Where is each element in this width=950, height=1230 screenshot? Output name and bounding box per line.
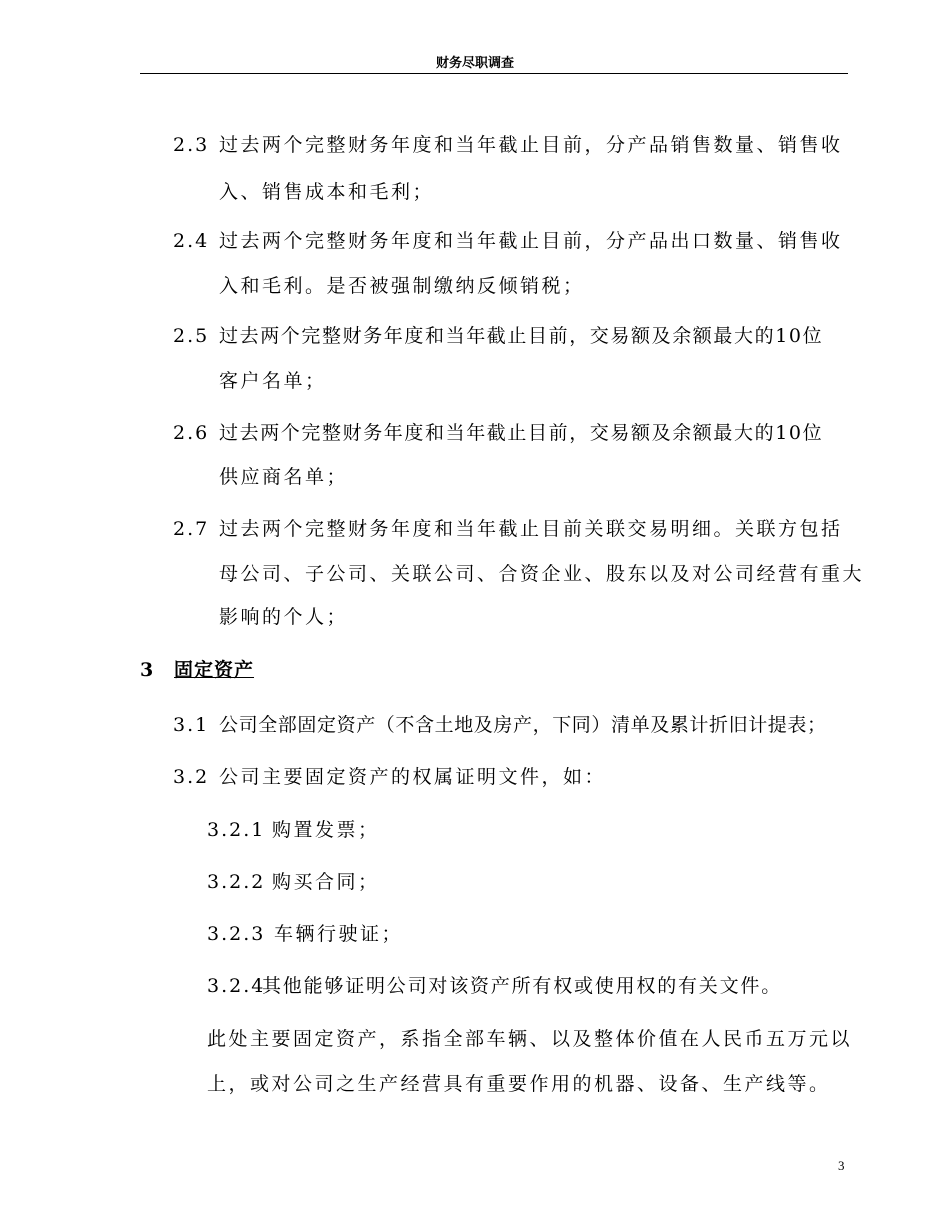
item-text-line: 过去两个完整财务年度和当年截止目前，交易额及余额最大的10位 (219, 422, 824, 444)
item-text-line: 入、销售成本和毛利； (219, 181, 435, 203)
page-number: 3 (838, 1158, 845, 1173)
note-line: 上，或对公司之生产经营具有重要作用的机器、设备、生产线等。 (207, 1073, 831, 1095)
item-number: 2.6 (173, 422, 210, 444)
item-text-line: 公司主要固定资产的权属证明文件，如： (219, 766, 607, 788)
item-text-line: 影响的个人； (219, 606, 349, 628)
item-number: 3.1 (173, 714, 210, 736)
item-text-line: 公司全部固定资产（不含土地及房产，下同）清单及累计折旧计提表； (219, 714, 827, 736)
section-number: 3 (140, 659, 154, 681)
item-text-line: 入和毛利。是否被强制缴纳反倾销税； (219, 275, 585, 297)
item-number: 2.3 (173, 134, 210, 156)
subitem-text: 购买合同； (272, 871, 380, 893)
header-title: 财务尽职调查 (435, 56, 514, 71)
item-text-line: 供应商名单； (219, 466, 349, 488)
subitem-text: 其他能够证明公司对该资产所有权或使用权的有关文件。 (262, 975, 783, 997)
subitem-text: 购置发票； (272, 819, 380, 841)
item-text-line: 过去两个完整财务年度和当年截止目前，分产品出口数量、销售收 (219, 230, 843, 252)
subitem-number: 3.2.3 (207, 923, 266, 945)
item-text-line: 母公司、子公司、关联公司、合资企业、股东以及对公司经营有重大 (219, 563, 865, 585)
header-divider (140, 73, 848, 74)
item-number: 3.2 (173, 766, 210, 788)
item-number: 2.4 (173, 230, 210, 252)
item-text-line: 客户名单； (219, 370, 327, 392)
subitem-number: 3.2.2 (207, 871, 266, 893)
item-text-line: 过去两个完整财务年度和当年截止目前，交易额及余额最大的10位 (219, 325, 824, 347)
section-title: 固定资产 (174, 659, 255, 681)
item-number: 2.5 (173, 325, 210, 347)
item-text-line: 过去两个完整财务年度和当年截止目前，分产品销售数量、销售收 (219, 134, 843, 156)
subitem-text: 车辆行驶证； (274, 923, 404, 945)
subitem-number: 3.2.4 (207, 975, 266, 997)
item-text-line: 过去两个完整财务年度和当年截止目前关联交易明细。关联方包括 (219, 518, 843, 540)
note-line: 此处主要固定资产，系指全部车辆、以及整体价值在人民币五万元以 (207, 1028, 853, 1050)
item-number: 2.7 (173, 518, 210, 540)
subitem-number: 3.2.1 (207, 819, 266, 841)
